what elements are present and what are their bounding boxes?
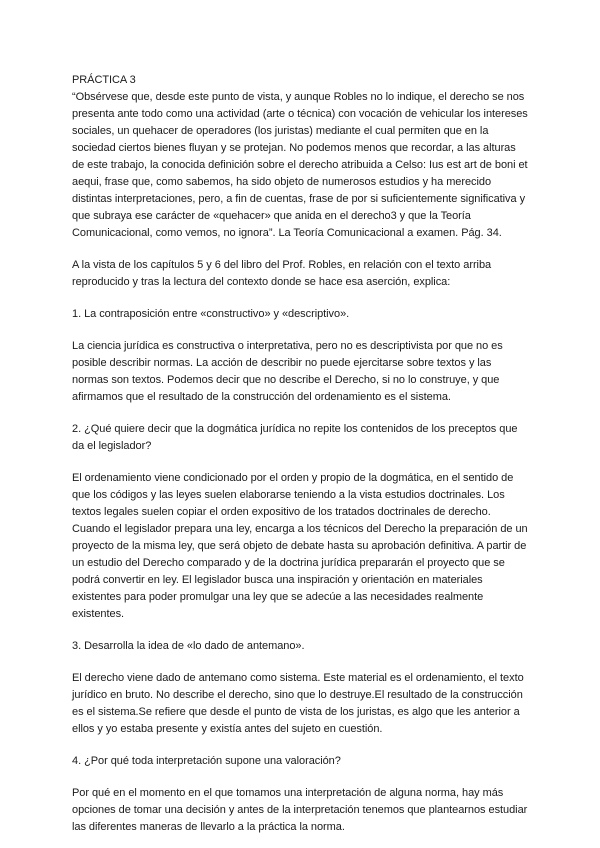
question-2: 2. ¿Qué quiere decir que la dogmática jurídica no repite los contenidos de los preceptos que da el legislador? — [72, 423, 518, 452]
answer-3: El derecho viene dado de antemano como sistema. Este material es el ordenamiento, el texto jurídico en bruto. No describe el derecho, sino que lo destruye.El resultado de la construcción es el sistema.Se refiere que desde el punto de vista de los juristas, es algo que les anterior a ellos y yo estaba presente y existía antes del sujeto en cuestión. — [72, 672, 524, 735]
question-1: 1. La contraposición entre «constructivo» y «descriptivo». — [72, 308, 350, 320]
document-title: PRÁCTICA 3 — [72, 74, 136, 86]
question-4: 4. ¿Por qué toda interpretación supone una valoración? — [72, 755, 341, 767]
answer-2: El ordenamiento viene condicionado por el orden y propio de la dogmática, en el sentido de que los códigos y las leyes suelen elaborarse teniendo a la vista estudios doctrinales. Los textos legales suelen copiar el orden expositivo de los tratados doctrinales de derecho. Cuando el legislador prepara una ley, encarga a los técnicos del Derecho la preparación de un proyecto de la misma ley, que será objeto de debate hasta su aprobación definitiva. A partir de un estudio del Derecho comparado y de la doctrina jurídica prepararán el proyecto que se podrá convertir en ley. El legislador busca una inspiración y orientación en materiales existentes para poder promulgar una ley que se adecúe a las necesidades realmente existentes. — [72, 472, 528, 620]
question-3: 3. Desarrolla la idea de «lo dado de antemano». — [72, 640, 305, 652]
quote-paragraph: “Obsérvese que, desde este punto de vista, y aunque Robles no lo indique, el derecho se nos presenta ante todo como una actividad (arte o técnica) con vocación de vehicular los intereses sociales, un quehacer de operadores (los juristas) mediante el cual permiten que en la sociedad ciertos bienes fluyan y se protejan. No podemos menos que recordar, a las alturas de este trabajo, la conocida definición sobre el derecho atribuida a Celso: Ius est art de boni et aequi, frase que, como sabemos, ha sido objeto de numerosos estudios y ha merecido distintas interpretaciones, pero, a fin de cuentas, frase de por si suficientemente significativa y que subraya ese carácter de «quehacer» que anida en el derecho3 y que la Teoría Comunicacional, como vemos, no ignora”. La Teoría Comunicacional a examen. Pág. 34. — [72, 91, 528, 239]
intro-paragraph: A la vista de los capítulos 5 y 6 del libro del Prof. Robles, en relación con el texto arriba reproducido y tras la lectura del contexto donde se hace esa aserción, explica: — [72, 259, 492, 288]
answer-1: La ciencia jurídica es constructiva o interpretativa, pero no es descriptivista por que no es posible describir normas. La acción de describir no puede ejercitarse sobre textos y las normas son textos. Podemos decir que no describe el Derecho, si no lo construye, y que afirmamos que el resultado de la construcción del ordenamiento es el sistema. — [72, 340, 503, 403]
answer-4: Por qué en el momento en el que tomamos una interpretación de alguna norma, hay más opciones de tomar una decisión y antes de la interpretación tenemos que plantearnos estudiar las diferentes maneras de llevarlo a la práctica la norma. — [72, 787, 528, 833]
